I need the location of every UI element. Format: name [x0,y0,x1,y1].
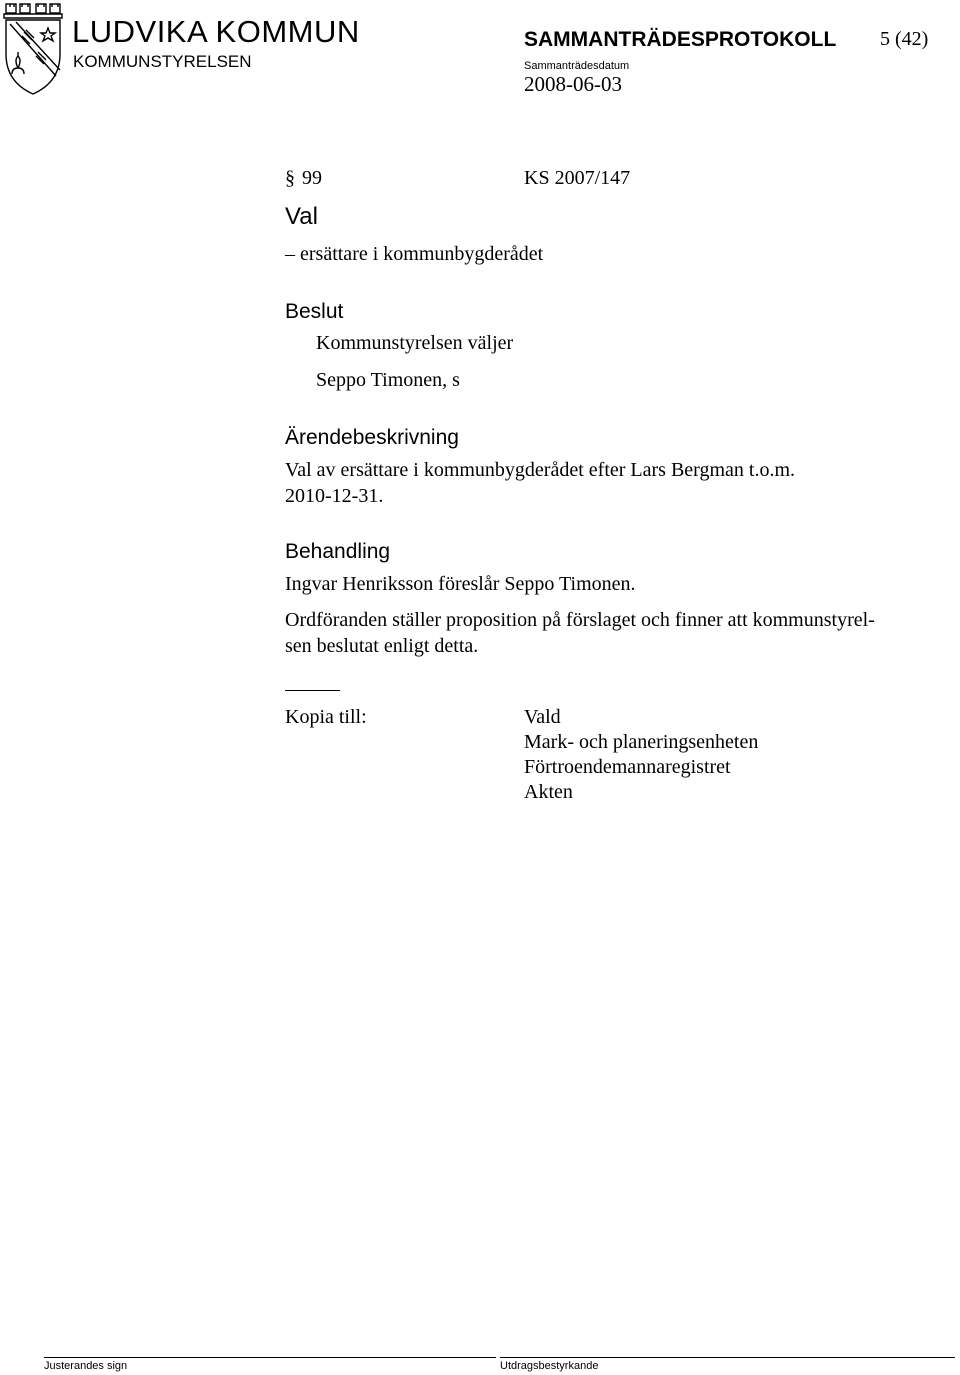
meeting-date: 2008-06-03 [524,72,622,96]
kopia-recipient: Vald [524,706,561,728]
footer-signature-line-left [44,1357,496,1358]
logo-title: LUDVIKA KOMMUN [72,14,360,49]
beslut-heading: Beslut [285,300,344,323]
footer-justerandes-sign: Justerandes sign [44,1360,128,1372]
logo-subtitle: KOMMUNSTYRELSEN [73,52,252,71]
arendebeskrivning-line-1: Val av ersättare i kommunbygderådet efter Lars Bergman t.o.m. [285,459,796,481]
kopia-recipient: Akten [524,781,573,803]
beslut-line-1: Kommunstyrelsen väljer [316,332,514,354]
behandling-line-1: Ingvar Henriksson föreslår Seppo Timonen. [285,573,636,595]
arendebeskrivning-line-2: 2010-12-31. [285,485,384,507]
document-title: SAMMANTRÄDESPROTOKOLL [524,28,837,51]
case-number: KS 2007/147 [524,167,631,189]
behandling-heading: Behandling [285,540,391,563]
paragraph-title: Val [285,203,318,230]
paragraph-subtitle: – ersättare i kommunbygderådet [285,243,544,265]
page-number: 5 (42) [880,28,929,50]
behandling-line-3: sen beslutat enligt detta. [285,635,479,657]
kopia-recipient: Mark- och planeringsenheten [524,731,759,753]
kopia-label: Kopia till: [285,706,367,728]
footer-signature-line-right [500,1357,955,1358]
beslut-line-2: Seppo Timonen, s [316,369,460,391]
separator-rule [285,690,340,691]
paragraph-symbol: § [285,167,295,189]
kopia-recipient: Förtroendemannaregistret [524,756,731,778]
arendebeskrivning-heading: Ärendebeskrivning [285,426,459,449]
municipal-crest-icon [2,2,66,96]
behandling-line-2: Ordföranden ställer proposition på förslaget och finner att kommunstyrel- [285,609,875,631]
date-label: Sammanträdesdatum [524,60,630,72]
footer-utdragsbestyrkande: Utdragsbestyrkande [500,1360,599,1372]
paragraph-number: 99 [302,167,322,189]
